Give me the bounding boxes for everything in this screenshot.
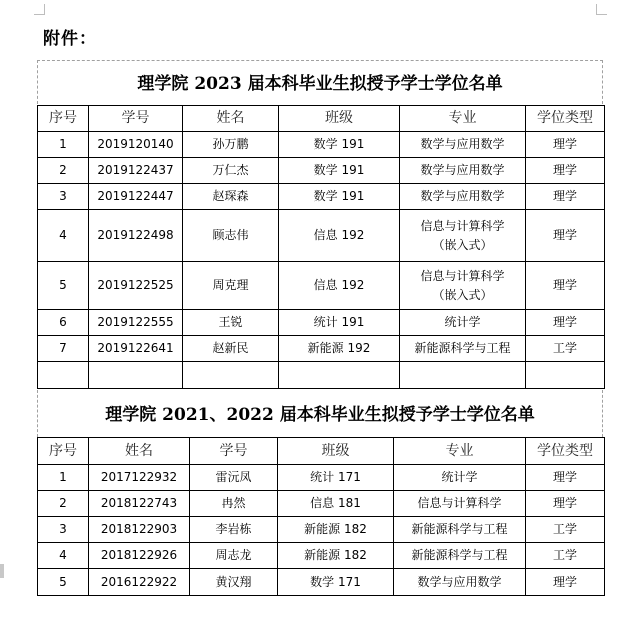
cell-id: 2019120140 bbox=[89, 132, 183, 158]
cell-major: 信息与计算科学 bbox=[394, 491, 526, 517]
table-row bbox=[38, 262, 605, 310]
header-cell: 序号 bbox=[38, 438, 89, 465]
empty-cell bbox=[183, 362, 279, 389]
table-row bbox=[38, 336, 605, 362]
cell-degree: 理学 bbox=[526, 132, 605, 158]
table-row bbox=[38, 543, 605, 569]
header-cell: 学号 bbox=[89, 106, 183, 132]
attachment-label: 附件： bbox=[43, 29, 97, 49]
degree-list-table-2021-2022 bbox=[37, 437, 605, 596]
cell-no: 1 bbox=[38, 132, 89, 158]
header-cell: 姓名 bbox=[89, 438, 190, 465]
cell-id: 2019122498 bbox=[89, 210, 183, 262]
cell-name: 赵新民 bbox=[183, 336, 279, 362]
cell-name: 王锐 bbox=[183, 310, 279, 336]
table-row-empty bbox=[38, 362, 605, 389]
empty-cell bbox=[526, 362, 605, 389]
table-header-row bbox=[38, 106, 605, 132]
cell-major: 新能源科学与工程 bbox=[400, 336, 526, 362]
table-row bbox=[38, 310, 605, 336]
major-line-1: 信息与计算科学 bbox=[420, 268, 505, 283]
cell-name: 2016122922 bbox=[89, 569, 190, 596]
cell-name: 万仁杰 bbox=[183, 158, 279, 184]
table-row bbox=[38, 210, 605, 262]
header-cell: 学位类型 bbox=[526, 438, 605, 465]
cell-major: 统计学 bbox=[400, 310, 526, 336]
cell-major: 数学与应用数学 bbox=[400, 132, 526, 158]
table-row bbox=[38, 569, 605, 596]
cell-degree: 理学 bbox=[526, 262, 605, 310]
cell-class: 信息 192 bbox=[279, 262, 400, 310]
header-cell: 姓名 bbox=[183, 106, 279, 132]
cell-degree: 理学 bbox=[526, 465, 605, 491]
header-cell: 学位类型 bbox=[526, 106, 605, 132]
cell-major bbox=[400, 262, 526, 310]
cell-degree: 理学 bbox=[526, 158, 605, 184]
header-cell: 序号 bbox=[38, 106, 89, 132]
cell-no: 2 bbox=[38, 158, 89, 184]
table-row bbox=[38, 158, 605, 184]
cell-id: 周志龙 bbox=[190, 543, 278, 569]
cell-id: 李岩栋 bbox=[190, 517, 278, 543]
header-cell: 班级 bbox=[278, 438, 394, 465]
table-row bbox=[38, 491, 605, 517]
cell-class: 信息 192 bbox=[279, 210, 400, 262]
cell-name: 顾志伟 bbox=[183, 210, 279, 262]
cell-id: 黄汉翔 bbox=[190, 569, 278, 596]
cell-name: 周克理 bbox=[183, 262, 279, 310]
cell-major: 数学与应用数学 bbox=[400, 158, 526, 184]
cell-id: 2019122437 bbox=[89, 158, 183, 184]
table-row bbox=[38, 132, 605, 158]
cell-major: 新能源科学与工程 bbox=[394, 543, 526, 569]
table-row bbox=[38, 184, 605, 210]
cell-class: 新能源 182 bbox=[278, 543, 394, 569]
header-cell: 专业 bbox=[394, 438, 526, 465]
cell-name: 孙万鹏 bbox=[183, 132, 279, 158]
cell-id: 冉然 bbox=[190, 491, 278, 517]
cell-no: 3 bbox=[38, 184, 89, 210]
cell-degree: 工学 bbox=[526, 543, 605, 569]
cell-id: 2019122555 bbox=[89, 310, 183, 336]
table-row bbox=[38, 517, 605, 543]
cell-class: 新能源 192 bbox=[279, 336, 400, 362]
cell-id: 雷沅凤 bbox=[190, 465, 278, 491]
crop-mark-top-right bbox=[596, 4, 607, 15]
cell-id: 2019122641 bbox=[89, 336, 183, 362]
cell-major: 新能源科学与工程 bbox=[394, 517, 526, 543]
table-row bbox=[38, 465, 605, 491]
empty-cell bbox=[400, 362, 526, 389]
cell-no: 1 bbox=[38, 465, 89, 491]
major-line-2: （嵌入式） bbox=[432, 237, 493, 252]
cell-id: 2019122525 bbox=[89, 262, 183, 310]
empty-cell bbox=[279, 362, 400, 389]
cell-degree: 工学 bbox=[526, 517, 605, 543]
major-line-1: 信息与计算科学 bbox=[420, 218, 505, 233]
cell-id: 2019122447 bbox=[89, 184, 183, 210]
degree-list-table-2023 bbox=[37, 105, 605, 389]
cell-degree: 理学 bbox=[526, 310, 605, 336]
header-cell: 班级 bbox=[279, 106, 400, 132]
major-line-2: （嵌入式） bbox=[432, 287, 493, 302]
cell-major: 数学与应用数学 bbox=[400, 184, 526, 210]
cell-major: 数学与应用数学 bbox=[394, 569, 526, 596]
table1-title: 理学院 2023 届本科毕业生拟授予学士学位名单 bbox=[137, 74, 503, 94]
cell-class: 新能源 182 bbox=[278, 517, 394, 543]
empty-cell bbox=[89, 362, 183, 389]
cell-major: 统计学 bbox=[394, 465, 526, 491]
cell-class: 数学 191 bbox=[279, 132, 400, 158]
cell-no: 2 bbox=[38, 491, 89, 517]
cell-no: 7 bbox=[38, 336, 89, 362]
cell-class: 数学 191 bbox=[279, 158, 400, 184]
cell-name: 2018122743 bbox=[89, 491, 190, 517]
cell-degree: 理学 bbox=[526, 184, 605, 210]
header-cell: 专业 bbox=[400, 106, 526, 132]
cell-name: 2017122932 bbox=[89, 465, 190, 491]
cell-degree: 理学 bbox=[526, 210, 605, 262]
cell-major bbox=[400, 210, 526, 262]
cell-no: 6 bbox=[38, 310, 89, 336]
header-cell: 学号 bbox=[190, 438, 278, 465]
cell-no: 5 bbox=[38, 569, 89, 596]
cell-class: 数学 191 bbox=[279, 184, 400, 210]
cell-no: 3 bbox=[38, 517, 89, 543]
empty-cell bbox=[38, 362, 89, 389]
cell-degree: 工学 bbox=[526, 336, 605, 362]
cell-degree: 理学 bbox=[526, 569, 605, 596]
cell-no: 4 bbox=[38, 210, 89, 262]
cell-no: 4 bbox=[38, 543, 89, 569]
cell-class: 信息 181 bbox=[278, 491, 394, 517]
scrollbar-marker[interactable] bbox=[0, 564, 4, 578]
crop-mark-top-left bbox=[34, 4, 45, 15]
cell-class: 统计 171 bbox=[278, 465, 394, 491]
cell-name: 2018122903 bbox=[89, 517, 190, 543]
table2-title: 理学院 2021、2022 届本科毕业生拟授予学士学位名单 bbox=[105, 405, 535, 425]
cell-class: 统计 191 bbox=[279, 310, 400, 336]
cell-name: 2018122926 bbox=[89, 543, 190, 569]
cell-degree: 理学 bbox=[526, 491, 605, 517]
cell-name: 赵琛森 bbox=[183, 184, 279, 210]
cell-no: 5 bbox=[38, 262, 89, 310]
cell-class: 数学 171 bbox=[278, 569, 394, 596]
table-header-row bbox=[38, 438, 605, 465]
